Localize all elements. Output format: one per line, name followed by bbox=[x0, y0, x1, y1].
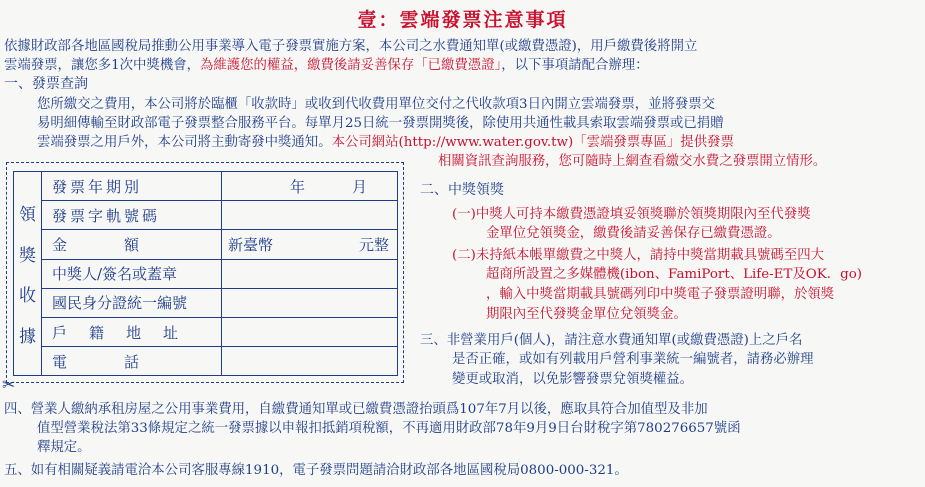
row-label: 金 額 bbox=[42, 230, 222, 258]
section4-line-3: 釋規定。 bbox=[37, 440, 91, 455]
receipt-row-phone bbox=[42, 347, 397, 376]
section1-line-4: 相關資訊查詢服務，您可隨時上網查看繳交水費之發票開立情形。 bbox=[438, 154, 827, 169]
intro-line-1: 依據財政部各地區國稅局推動公用事業導入電子發票實施方案，本公司之水費通知單(或繳費憑證)，用戶繳費後將開立 bbox=[4, 39, 698, 54]
section2-item2-line4: 期限內至代發獎金單位兌領獎金。 bbox=[486, 307, 687, 322]
receipt-table bbox=[13, 171, 398, 376]
row-label: 電 話 bbox=[42, 347, 222, 376]
row-label: 發票字軌號碼 bbox=[42, 201, 222, 229]
section1-notice: 雲端發票之用戶外，本公司將主動寄發中獎通知。 bbox=[37, 135, 332, 150]
receipt-vertical-label bbox=[14, 172, 42, 375]
section5-line-1: 五、如有相關疑義請電洽本公司客服專線1910，電子發票問題請洽財政部各地區國稅局0800-000-321。 bbox=[4, 463, 628, 478]
prize-receipt-box bbox=[6, 162, 404, 383]
period-field[interactable] bbox=[222, 172, 397, 200]
section1-line-2: 易明細傳輸至財政部電子發票整合服務平台。每單月25日統一發票開獎後，除使用共通性載具索取雲端發票或已捐贈 bbox=[37, 116, 724, 131]
intro-text-b: ，以下事項請配合辦理： bbox=[501, 58, 649, 73]
year-label: 年 bbox=[290, 177, 306, 196]
section4-line-1: 四、營業人繳納承租房屋之公用事業費用，自繳費通知單或已繳費憑證抬頭爲107年7月以後，應取具符合加值型及非加 bbox=[4, 402, 708, 417]
amount-field[interactable] bbox=[222, 230, 397, 258]
receipt-row-address bbox=[42, 318, 397, 347]
page-title: 壹：雲端發票注意事項 bbox=[357, 9, 568, 31]
signature-field[interactable] bbox=[222, 260, 397, 288]
vlabel-char: 據 bbox=[19, 327, 36, 348]
section1-line-1: 您所繳交之費用，本公司將於臨櫃「收款時」或收到代收費用單位交付之代收款項3日內開立雲端發票，並將發票交 bbox=[37, 97, 716, 112]
scissors-icon: ✂ bbox=[2, 375, 16, 394]
section2-heading: 二、中獎領獎 bbox=[420, 182, 504, 198]
website-link[interactable]: 本公司網站(http://www.water.gov.tw)「雲端發票專區」提供發票 bbox=[331, 135, 734, 150]
intro-text-a: 雲端發票，讓您多1次中獎機會， bbox=[4, 58, 200, 73]
section1-heading: 一、發票查詢 bbox=[4, 76, 88, 92]
intro-line-2 bbox=[4, 56, 649, 75]
section3-line-1: 三、非營業用戶(個人)，請注意水費通知單(或繳費憑證)上之戶名 bbox=[420, 333, 803, 348]
address-field[interactable] bbox=[222, 318, 397, 346]
amount-suffix: 元整 bbox=[358, 235, 389, 254]
receipt-row-period bbox=[42, 172, 397, 201]
section3-line-2: 是否正確，或如有列載用戶營利事業統一編號者，請務必辦理 bbox=[452, 352, 814, 367]
row-label: 發票年期別 bbox=[42, 172, 222, 200]
vlabel-char: 獎 bbox=[19, 245, 36, 266]
section2-item2-line2: 超商所設置之多媒體機(ibon、FamiPort、Life-ET及OK．go) bbox=[486, 267, 863, 282]
receipt-row-signature bbox=[42, 260, 397, 289]
section2-item2-line1: (二)未持紙本帳單繳費之中獎人，請持中獎當期載具號碼至四大 bbox=[452, 248, 824, 263]
phone-field[interactable] bbox=[222, 347, 397, 376]
month-label: 月 bbox=[352, 177, 368, 196]
invoice-number-field[interactable] bbox=[222, 201, 397, 229]
row-label: 戶籍地址 bbox=[42, 318, 222, 346]
receipt-row-id-number bbox=[42, 289, 397, 318]
section1-line-3 bbox=[37, 133, 734, 152]
row-label: 國民身分證統一編號 bbox=[42, 289, 222, 317]
receipt-row-invoice-number bbox=[42, 201, 397, 230]
section2-item1-line1: (一)中獎人可持本繳費憑證填妥領獎聯於領獎期限內至代發獎 bbox=[452, 207, 811, 222]
id-number-field[interactable] bbox=[222, 289, 397, 317]
section4-line-2: 值型營業稅法第33條規定之統一發票據以申報扣抵銷項稅額，不再適用財政部78年9月9日台財稅字第780276657號函 bbox=[37, 421, 741, 436]
intro-warning: 為維護您的權益，繳費後請妥善保存「已繳費憑證」 bbox=[200, 58, 502, 73]
section2-item2-line3: ，輸入中獎當期載具號碼列印中獎電子發票證明聯，於領獎 bbox=[486, 287, 835, 302]
section2-item1-line2: 金單位兌領獎金，繳費後請妥善保存已繳費憑證。 bbox=[486, 226, 781, 241]
currency-label: 新臺幣 bbox=[228, 235, 274, 254]
vlabel-char: 領 bbox=[19, 204, 36, 225]
row-label: 中獎人/簽名或蓋章 bbox=[42, 260, 222, 288]
section3-line-3: 變更或取消，以免影響發票兌領獎權益。 bbox=[452, 372, 694, 387]
receipt-row-amount bbox=[42, 230, 397, 259]
vlabel-char: 收 bbox=[19, 286, 36, 307]
